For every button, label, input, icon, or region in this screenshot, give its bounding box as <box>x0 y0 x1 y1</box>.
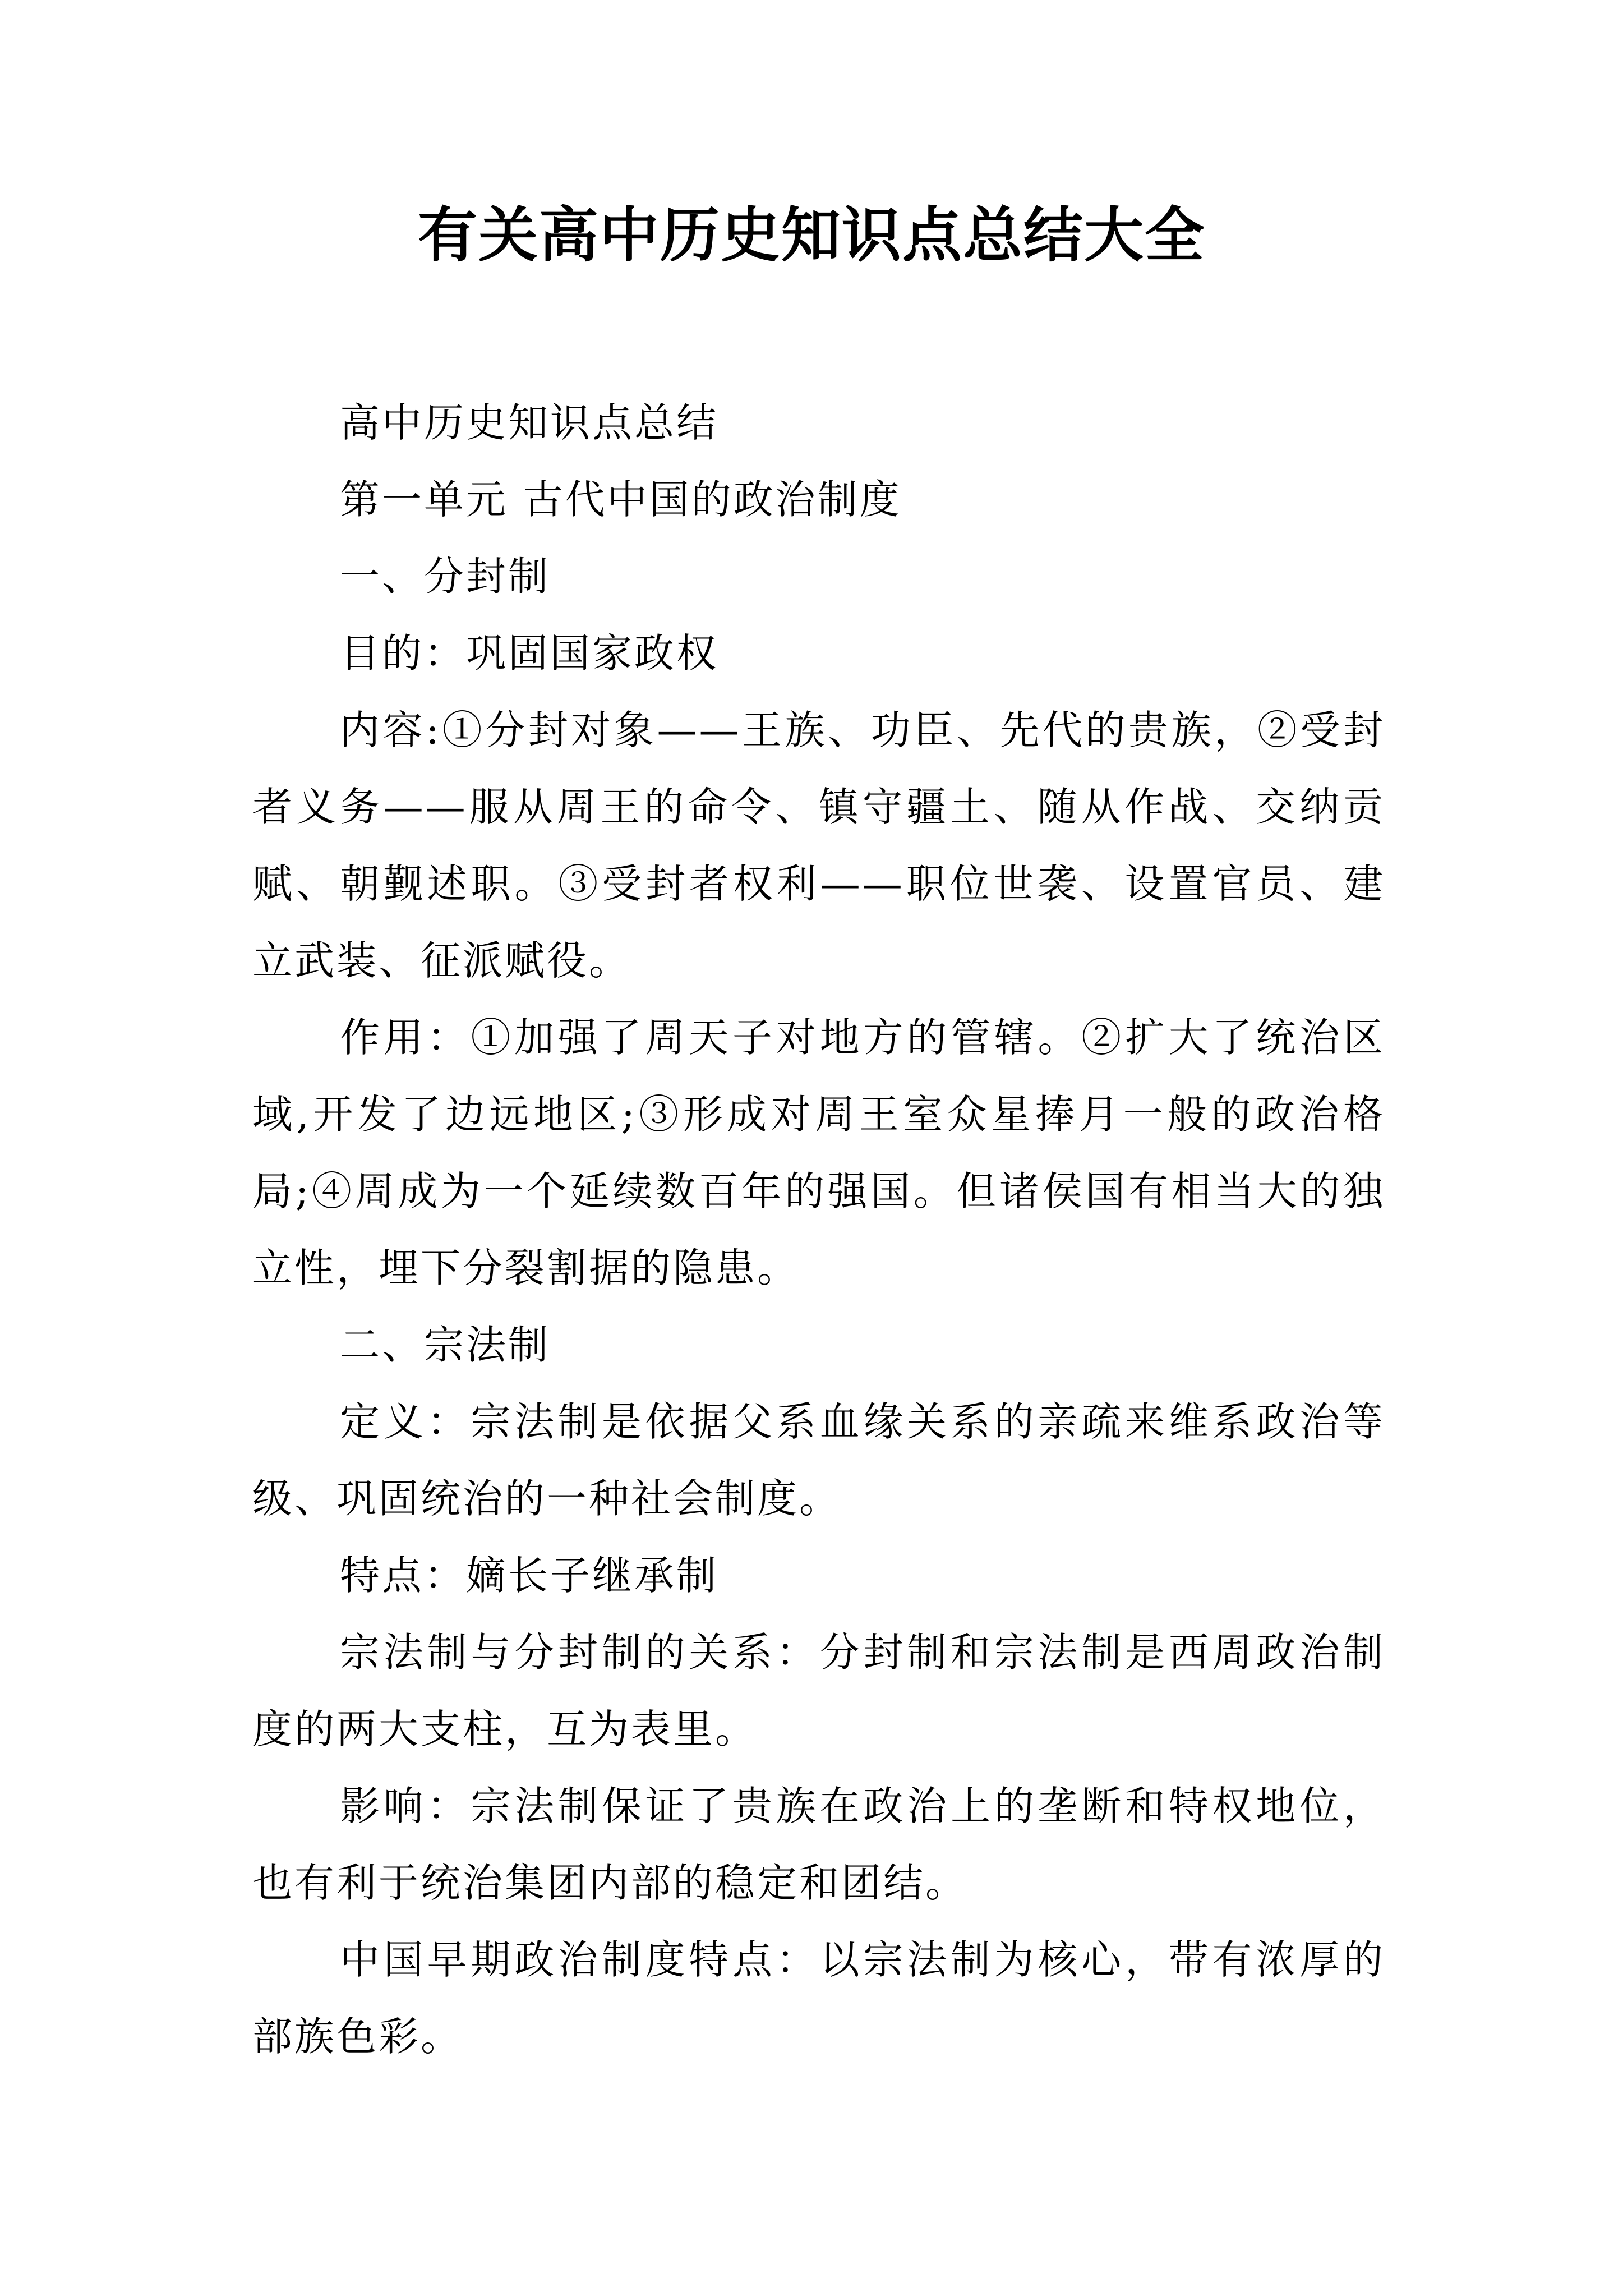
paragraph: 宗法制与分封制的关系：分封制和宗法制是西周政治制度的两大支柱，互为表里。 <box>252 1629 1385 1752</box>
paragraph: 内容:①分封对象——王族、功臣、先代的贵族，②受封者义务——服从周王的命令、镇守疆土、随从作战、交纳贡赋、朝觐述职。③受封者权利——职位世袭、设置官员、建立武装、征派赋役。 <box>252 707 1385 984</box>
document-title: 有关高中历史知识点总结大全 <box>418 201 1205 270</box>
paragraph: 第一单元 古代中国的政治制度 <box>340 476 902 523</box>
paragraph: 目的：巩固国家政权 <box>340 630 719 677</box>
paragraph: 二、宗法制 <box>340 1322 551 1368</box>
paragraph: 定义：宗法制是依据父系血缘关系的亲疏来维系政治等级、巩固统治的一种社会制度。 <box>252 1398 1385 1522</box>
paragraph: 中国早期政治制度特点：以宗法制为核心，带有浓厚的部族色彩。 <box>252 1936 1385 2060</box>
paragraph: 影响：宗法制保证了贵族在政治上的垄断和特权地位，也有利于统治集团内部的稳定和团结。 <box>252 1783 1385 1906</box>
paragraph: 特点：嫡长子继承制 <box>340 1552 719 1599</box>
paragraph: 作用：①加强了周天子对地方的管辖。②扩大了统治区域,开发了边远地区;③形成对周王室众星捧月一般的政治格局;④周成为一个延续数百年的强国。但诸侯国有相当大的独立性，埋下分裂割据的隐患。 <box>252 1014 1385 1291</box>
document-body <box>252 384 1385 2075</box>
paragraph: 一、分封制 <box>340 553 551 600</box>
paragraph: 高中历史知识点总结 <box>340 399 719 446</box>
